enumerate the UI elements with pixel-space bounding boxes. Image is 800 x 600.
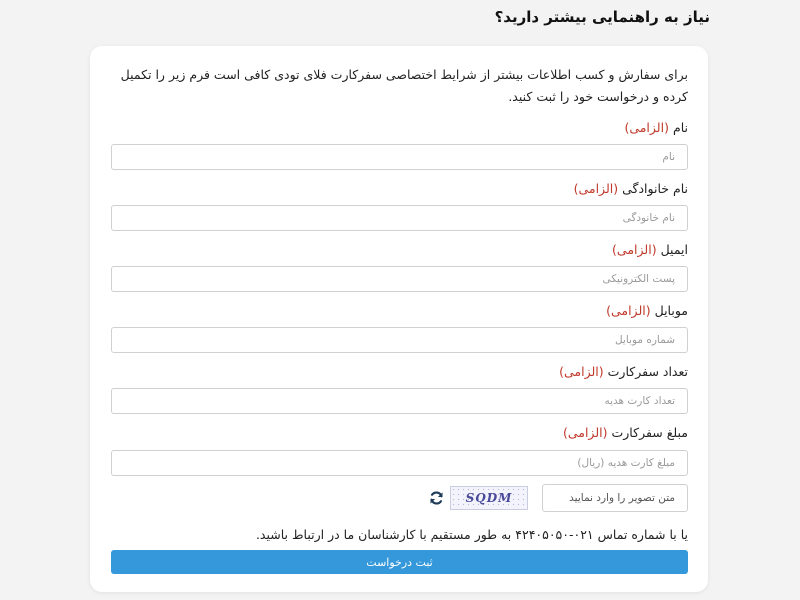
first-name-input[interactable]	[111, 144, 688, 170]
required-tag: (الزامی)	[606, 303, 651, 318]
first-name-label-text: نام	[672, 120, 688, 135]
last-name-input[interactable]	[111, 205, 688, 231]
required-tag: (الزامی)	[624, 120, 669, 135]
mobile-input[interactable]	[111, 327, 688, 353]
card-amount-label	[563, 425, 688, 440]
required-tag: (الزامی)	[559, 364, 604, 379]
contact-text: یا با شماره تماس ۰۲۱-۴۲۴۰۵۰۵۰ به طور مستقیم با کارشناسان ما در ارتباط باشید.	[255, 527, 688, 542]
required-tag: (الزامی)	[573, 181, 619, 196]
first-name-label	[624, 120, 688, 135]
card-count-label	[559, 364, 688, 379]
captcha-image: SQDM	[450, 486, 528, 510]
form-intro: برای سفارش و کسب اطلاعات بیشتر از شرایط اختصاصی سفرکارت فلای تودی کافی است فرم زیر را تکمیل کرده و درخواست خود را ثبت کنید.	[120, 67, 688, 104]
page-title: نیاز به راهنمایی بیشتر دارید؟	[494, 8, 710, 26]
submit-request-button[interactable]: ثبت درخواست	[111, 550, 688, 574]
request-form-card	[90, 46, 708, 592]
card-count-label-text: تعداد سفرکارت	[607, 364, 688, 379]
card-amount-input[interactable]	[111, 450, 688, 476]
email-label	[612, 242, 688, 257]
last-name-label-text: نام خانوادگی	[622, 181, 688, 196]
required-tag: (الزامی)	[562, 425, 608, 440]
required-tag: (الزامی)	[612, 242, 657, 257]
captcha-refresh-button[interactable]	[426, 488, 446, 508]
refresh-icon	[428, 490, 445, 506]
captcha-input[interactable]	[542, 484, 688, 512]
mobile-label	[606, 303, 688, 318]
last-name-label	[574, 181, 688, 196]
email-input[interactable]	[111, 266, 688, 292]
card-count-input[interactable]	[111, 388, 688, 414]
mobile-label-text: موبایل	[654, 303, 688, 318]
card-amount-label-text: مبلغ سفرکارت	[611, 425, 688, 440]
email-label-text: ایمیل	[660, 242, 688, 257]
